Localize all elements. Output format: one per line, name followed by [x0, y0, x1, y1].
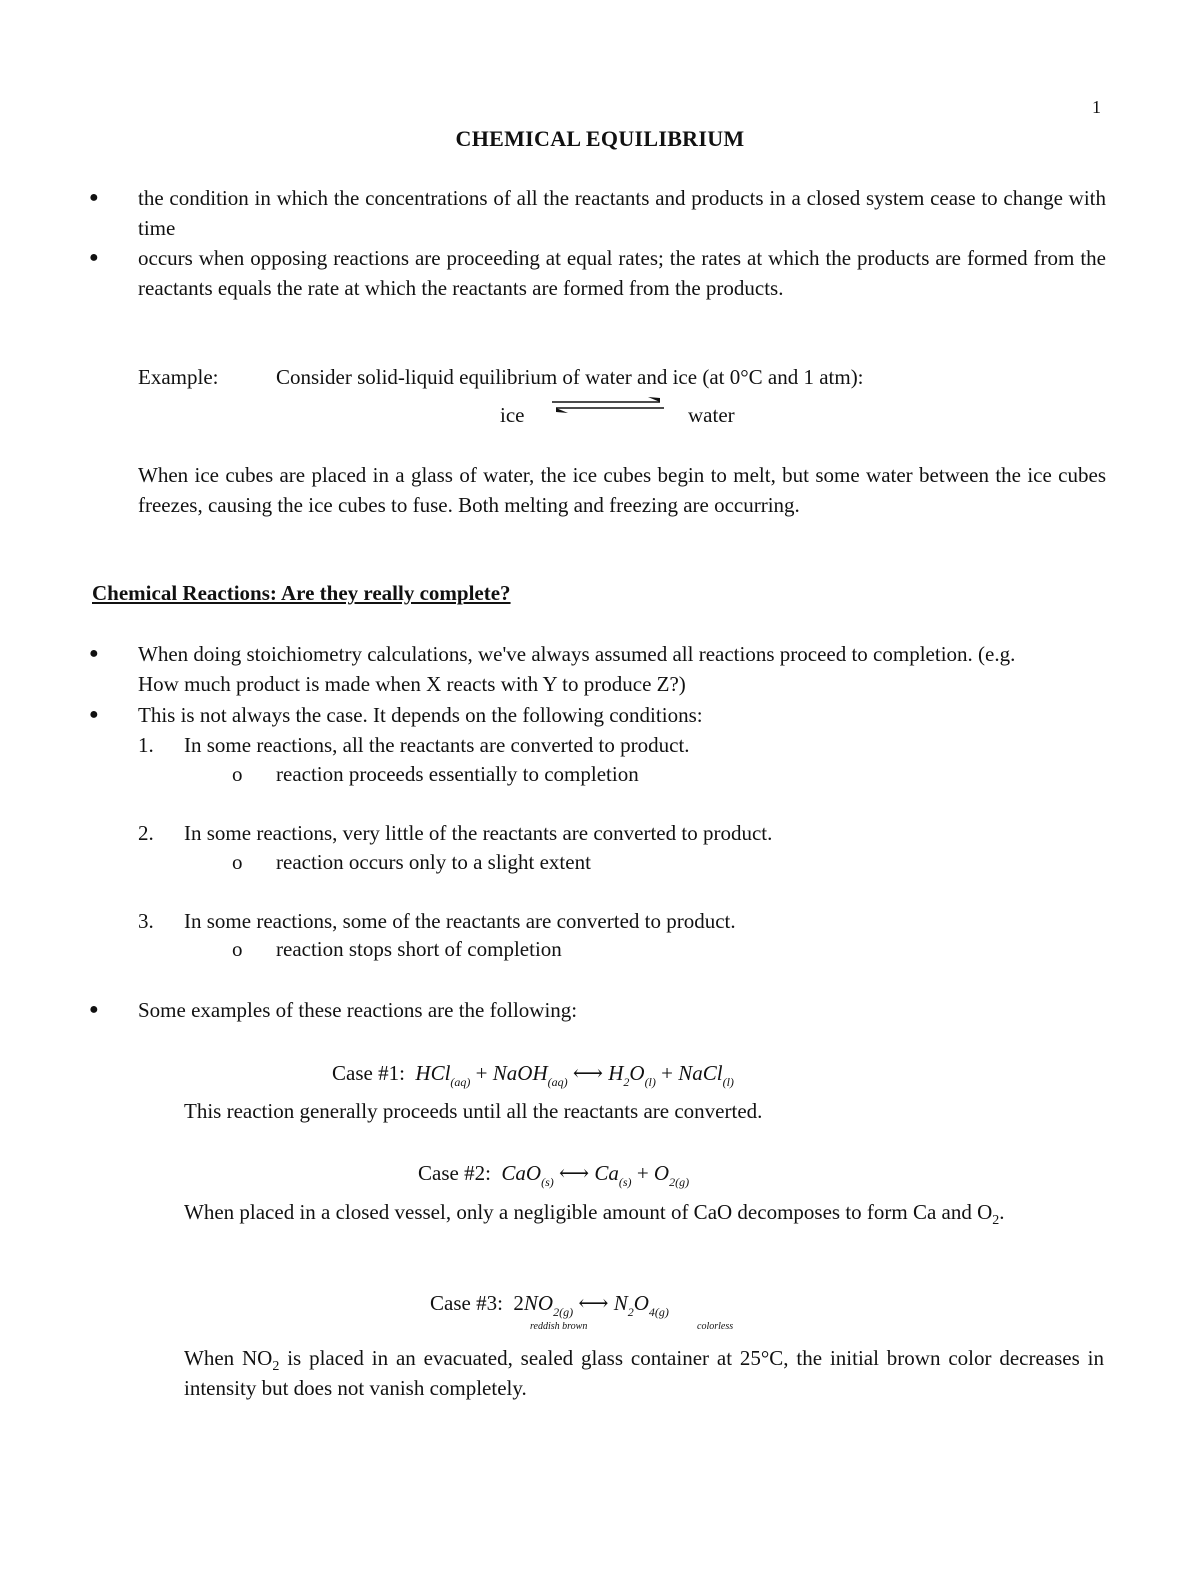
condition-sub: reaction stops short of completion — [276, 937, 562, 961]
sub-bullet-marker: o — [232, 762, 243, 786]
example-water: water — [688, 403, 735, 427]
bullet-icon: ● — [89, 189, 99, 206]
sub-bullet-marker: o — [232, 937, 243, 961]
case-2-note: When placed in a closed vessel, only a negligible amount of CaO decomposes to form Ca and $O_2$. — [184, 1200, 1005, 1228]
section-heading: Chemical Reactions: Are they really complete? — [92, 581, 511, 605]
equilibrium-arrows-icon — [548, 395, 668, 415]
bullet-icon: ● — [89, 1001, 99, 1018]
definition-bullet-2: occurs when opposing reactions are proceeding at equal rates; the rates at which the products are formed from the reactants equals the rate at which the reactants are formed from the products. — [138, 246, 1106, 300]
condition-number: 3. — [138, 909, 154, 933]
double-arrow-icon: ⟷ — [559, 1161, 590, 1185]
example-ice: ice — [500, 403, 525, 427]
condition-text: In some reactions, very little of the reactants are converted to product. — [184, 821, 773, 845]
condition-number: 1. — [138, 733, 154, 757]
example-text: Consider solid-liquid equilibrium of water and ice (at 0°C and 1 atm): — [276, 365, 864, 389]
double-arrow-icon: ⟷ — [578, 1291, 609, 1315]
product-color-label: colorless — [697, 1321, 734, 1332]
condition-text: In some reactions, all the reactants are converted to product. — [184, 733, 690, 757]
case-2-equation: Case #2: CaO$_{(s)}$ ⟷ $Ca_{(s)} + O_{2(g)}$ — [418, 1161, 690, 1189]
sub-bullet-marker: o — [232, 850, 243, 874]
case-label: Case #1: — [332, 1061, 405, 1085]
case-label: Case #3: — [430, 1291, 503, 1315]
example-label: Example: — [138, 365, 219, 389]
examples-intro: Some examples of these reactions are the following: — [138, 998, 578, 1022]
reactant-color-label: reddish brown — [530, 1321, 588, 1332]
completion-bullet-2: This is not always the case. It depends on the following conditions: — [138, 703, 703, 727]
bullet-icon: ● — [89, 645, 99, 662]
condition-number: 2. — [138, 821, 154, 845]
condition-text: In some reactions, some of the reactants are converted to product. — [184, 909, 736, 933]
page-number: 1 — [1092, 97, 1101, 117]
bullet-icon: ● — [89, 249, 99, 266]
page-title: CHEMICAL EQUILIBRIUM — [455, 126, 745, 151]
case-1-equation: Case #1: HCl$_{(aq)}$ + NaOH$_{(aq)}$ ⟷ $H_2O_{(l)}$ + NaCl$_{(l)}$ — [332, 1061, 734, 1089]
case-3-note: When $NO_2$ is placed in an evacuated, sealed glass container at 25°C, the initial brown color decreases in intensity but does not vanish completely. — [184, 1346, 1104, 1400]
definition-bullet-1: the condition in which the concentrations of all the reactants and products in a closed system cease to change with time — [138, 186, 1106, 240]
double-arrow-icon: ⟷ — [572, 1061, 603, 1085]
completion-bullet-1: When doing stoichiometry calculations, we've always assumed all reactions proceed to completion. (e.g. How much product is made when X reacts with Y to produce Z?) — [138, 642, 1016, 696]
condition-sub: reaction proceeds essentially to completion — [276, 762, 639, 786]
example-description: When ice cubes are placed in a glass of water, the ice cubes begin to melt, but some water between the ice cubes freezes, causing the ice cubes to fuse. Both melting and freezing are occurring. — [138, 463, 1106, 517]
case-label: Case #2: — [418, 1161, 491, 1185]
case-3-equation: Case #3: $2NO_{2(g)}$ ⟷ $N_2O_{4(g)}$ — [430, 1291, 669, 1319]
condition-sub: reaction occurs only to a slight extent — [276, 850, 591, 874]
case-1-note: This reaction generally proceeds until all the reactants are converted. — [184, 1099, 763, 1123]
bullet-icon: ● — [89, 706, 99, 723]
